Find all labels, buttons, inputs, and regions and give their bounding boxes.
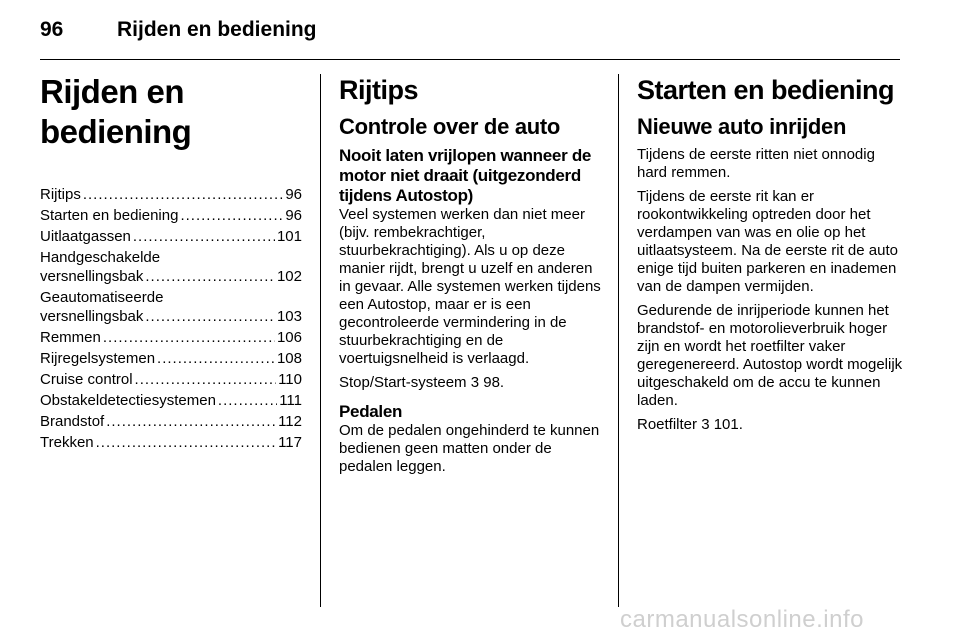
toc-entry[interactable] bbox=[40, 185, 302, 204]
toc-label: versnellingsbak bbox=[40, 308, 144, 325]
toc-page: 111 bbox=[279, 392, 302, 409]
toc-page: 108 bbox=[276, 350, 302, 367]
toc-label: Rijregelsystemen bbox=[40, 350, 156, 367]
toc-label: Trekken bbox=[40, 434, 94, 451]
toc-entry[interactable] bbox=[40, 248, 302, 286]
page-header bbox=[0, 0, 960, 60]
toc-page: 102 bbox=[276, 268, 302, 285]
toc-leader bbox=[157, 349, 275, 368]
toc-entry[interactable] bbox=[40, 288, 302, 326]
chapter-title: Rijden en bediening bbox=[40, 73, 192, 150]
toc-leader bbox=[218, 391, 277, 410]
watermark: carmanualsonline.info bbox=[620, 606, 864, 633]
toc-entry[interactable] bbox=[40, 391, 302, 410]
toc-label-line1: Geautomatiseerde bbox=[40, 289, 164, 306]
toc-label: versnellingsbak bbox=[40, 268, 144, 285]
toc-leader bbox=[83, 185, 283, 204]
toc-label: Rijtips bbox=[40, 186, 81, 203]
page-number: 96 bbox=[40, 18, 64, 41]
ref-page: 101. bbox=[713, 416, 743, 433]
toc-entry[interactable] bbox=[40, 370, 302, 389]
toc-page: 110 bbox=[278, 371, 302, 388]
ref-page: 98. bbox=[483, 374, 505, 391]
toc-entry[interactable] bbox=[40, 328, 302, 347]
toc-label: Obstakeldetectiesystemen bbox=[40, 392, 216, 409]
block-text-freewheel: Veel systemen werken dan niet meer (bijv. rembekrachtiger, stuurbekrachtiging). Als u op deze manier rijdt, brengt u uzelf en anderen in gevaar. Alle systemen werken tijdens een Autostop, maar er is een gecontroleerde vermindering in de stuurbekrachtiging en de voertuigsnelheid is verlaagd. bbox=[339, 206, 601, 367]
toc-page: 117 bbox=[278, 434, 302, 451]
ref-label: Stop/Start-systeem bbox=[339, 374, 467, 391]
column-divider-1 bbox=[320, 74, 321, 607]
toc-page: 101 bbox=[276, 228, 302, 245]
toc-page: 103 bbox=[276, 308, 302, 325]
toc-leader bbox=[135, 370, 277, 389]
block-heading-pedals: Pedalen bbox=[339, 402, 403, 421]
toc-label: Uitlaatgassen bbox=[40, 228, 131, 245]
toc-label: Remmen bbox=[40, 329, 101, 346]
toc-page: 106 bbox=[276, 329, 302, 346]
table-of-contents bbox=[40, 185, 302, 452]
rijtips-column bbox=[339, 72, 603, 482]
toc-label: Cruise control bbox=[40, 371, 133, 388]
subsection-title: Controle over de auto bbox=[339, 114, 561, 139]
cross-reference[interactable] bbox=[637, 416, 905, 434]
toc-leader bbox=[180, 206, 283, 225]
toc-entry[interactable] bbox=[40, 227, 302, 246]
paragraph: Tijdens de eerste ritten niet onnodig hard remmen. bbox=[637, 146, 875, 181]
toc-entry[interactable] bbox=[40, 349, 302, 368]
toc-page: 96 bbox=[285, 186, 302, 203]
toc-leader bbox=[145, 267, 275, 286]
toc-page: 112 bbox=[278, 413, 302, 430]
header-divider bbox=[40, 59, 900, 60]
toc-page: 96 bbox=[285, 207, 302, 224]
paragraph: Gedurende de inrijperiode kunnen het brandstof- en motorolieverbruik hoger zijn en wordt het roetfilter vaker geregenereerd. Autostop wordt mogelijk uitgeschakeld om de accu te kunnen laden. bbox=[637, 302, 903, 409]
toc-label: Brandstof bbox=[40, 413, 105, 430]
toc-leader bbox=[106, 412, 276, 431]
running-header-title: Rijden en bediening bbox=[117, 18, 317, 41]
section-title: Starten en bediening bbox=[637, 75, 895, 105]
toc-column bbox=[40, 72, 302, 454]
block-heading-freewheel: Nooit laten vrijlopen wanneer de motor niet draait (uitgezonderd tijdens Autostop) bbox=[339, 146, 592, 205]
cross-reference[interactable] bbox=[339, 374, 603, 392]
page-reference-icon: 3 bbox=[701, 416, 710, 433]
toc-label: Starten en bediening bbox=[40, 207, 179, 224]
page-reference-icon: 3 bbox=[470, 374, 480, 391]
column-divider-2 bbox=[618, 74, 619, 607]
toc-leader bbox=[145, 307, 275, 326]
starten-column bbox=[637, 72, 905, 440]
toc-entry[interactable] bbox=[40, 433, 302, 452]
toc-label-line1: Handgeschakelde bbox=[40, 249, 161, 266]
block-text-pedals: Om de pedalen ongehinderd te kunnen bedienen geen matten onder de pedalen leggen. bbox=[339, 422, 600, 475]
toc-leader bbox=[103, 328, 275, 347]
section-title: Rijtips bbox=[339, 75, 419, 105]
toc-leader bbox=[133, 227, 275, 246]
toc-entry[interactable] bbox=[40, 206, 302, 225]
subsection-title: Nieuwe auto inrijden bbox=[637, 114, 847, 139]
toc-leader bbox=[96, 433, 276, 452]
paragraph: Tijdens de eerste rit kan er rookontwikkeling optreden door het verdampen van was en olie op het uitlaatsysteem. Na de eerste rit de auto enige tijd buiten parkeren en inademen van de dampen vermijden. bbox=[637, 188, 898, 295]
ref-label: Roetfilter bbox=[637, 416, 698, 433]
toc-entry[interactable] bbox=[40, 412, 302, 431]
